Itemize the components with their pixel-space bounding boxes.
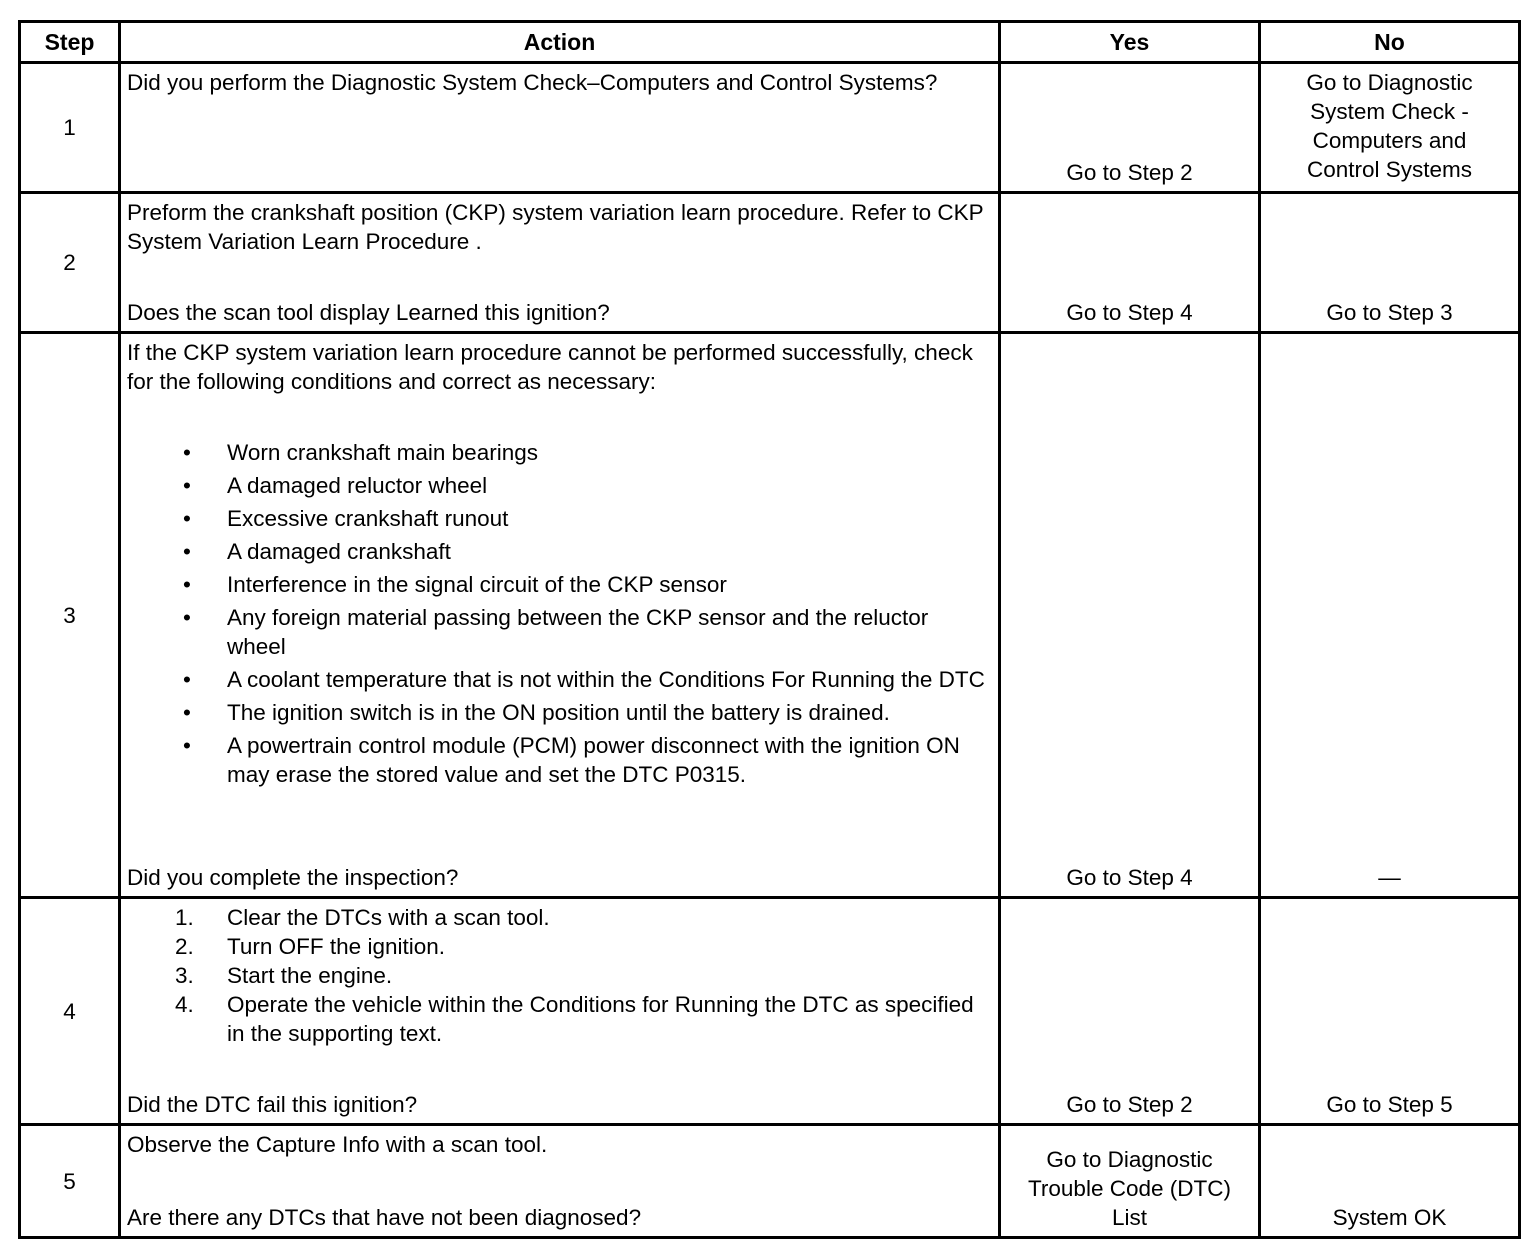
yes-cell: Go to Step 4 [1000,333,1260,898]
step-number: 5 [20,1125,120,1238]
procedure-list [127,903,992,1048]
bullet-icon: • [183,572,191,597]
list-item: • A damaged crankshaft [127,537,992,566]
bullet-icon: • [183,506,191,531]
action-cell [120,898,1000,1125]
bullet-icon: • [183,667,191,692]
list-item: 3. Start the engine. [175,963,393,988]
header-row [20,22,1520,63]
action-text: Observe the Capture Info with a scan tool. [127,1132,548,1157]
action-text: Did you perform the Diagnostic System Check–Computers and Control Systems? [127,70,938,95]
table-row-step-1 [20,63,1520,193]
list-item: • A damaged reluctor wheel [127,471,992,500]
action-text: If the CKP system variation learn procedure cannot be performed successfully, check for the following conditions and correct as necessary: [127,340,973,394]
bullet-icon: • [183,733,191,758]
action-cell [120,193,1000,333]
action-cell [120,333,1000,898]
no-cell: Go to Diagnostic System Check - Computers and Control Systems [1260,63,1520,193]
list-item: • Excessive crankshaft runout [127,504,992,533]
yes-cell: Go to Step 2 [1000,898,1260,1125]
action-question: Did the DTC fail this ignition? [127,1092,418,1117]
list-item: • The ignition switch is in the ON position until the battery is drained. [127,698,992,727]
action-cell [120,63,1000,193]
bullet-icon: • [183,539,191,564]
list-item: • A powertrain control module (PCM) power disconnect with the ignition ON may erase the stored value and set the DTC P0315. [127,731,992,789]
bullet-icon: • [183,605,191,630]
yes-cell: Go to Step 2 [1000,63,1260,193]
action-text: Preform the crankshaft position (CKP) system variation learn procedure. Refer to CKP System Variation Learn Procedure . [127,200,984,254]
no-cell: Go to Step 3 [1260,193,1520,333]
diagnostic-table [18,20,1521,1239]
list-item: 2. Turn OFF the ignition. [175,934,446,959]
step-number: 3 [20,333,120,898]
bullet-icon: • [183,700,191,725]
table-row-step-2 [20,193,1520,333]
table-row-step-3 [20,333,1520,898]
no-cell: — [1260,333,1520,898]
table-row-step-5 [20,1125,1520,1238]
step-number: 1 [20,63,120,193]
yes-cell: Go to Step 4 [1000,193,1260,333]
action-question: Are there any DTCs that have not been diagnosed? [127,1205,642,1230]
step-number: 4 [20,898,120,1125]
yes-cell: Go to Diagnostic Trouble Code (DTC) List [1000,1125,1260,1238]
step-number: 2 [20,193,120,333]
no-cell: Go to Step 5 [1260,898,1520,1125]
action-question: Did you complete the inspection? [127,865,459,890]
list-item: • Any foreign material passing between the CKP sensor and the reluctor wheel [127,603,992,661]
table-row-step-4 [20,898,1520,1125]
list-item: 4. Operate the vehicle within the Conditions for Running the DTC as specified in the supporting text. [175,992,974,1046]
no-cell: System OK [1260,1125,1520,1238]
header-yes: Yes [1000,22,1260,63]
action-cell [120,1125,1000,1238]
header-step: Step [20,22,120,63]
list-item: • Interference in the signal circuit of the CKP sensor [127,570,992,599]
header-no: No [1260,22,1520,63]
list-item: • A coolant temperature that is not within the Conditions For Running the DTC [127,665,992,694]
list-item: 1. Clear the DTCs with a scan tool. [175,905,550,930]
action-question: Does the scan tool display Learned this ignition? [127,300,610,325]
condition-list [127,438,992,793]
bullet-icon: • [183,440,191,465]
list-item: • Worn crankshaft main bearings [127,438,992,467]
bullet-icon: • [183,473,191,498]
diagnostic-table-container [18,20,1521,1239]
header-action: Action [120,22,1000,63]
